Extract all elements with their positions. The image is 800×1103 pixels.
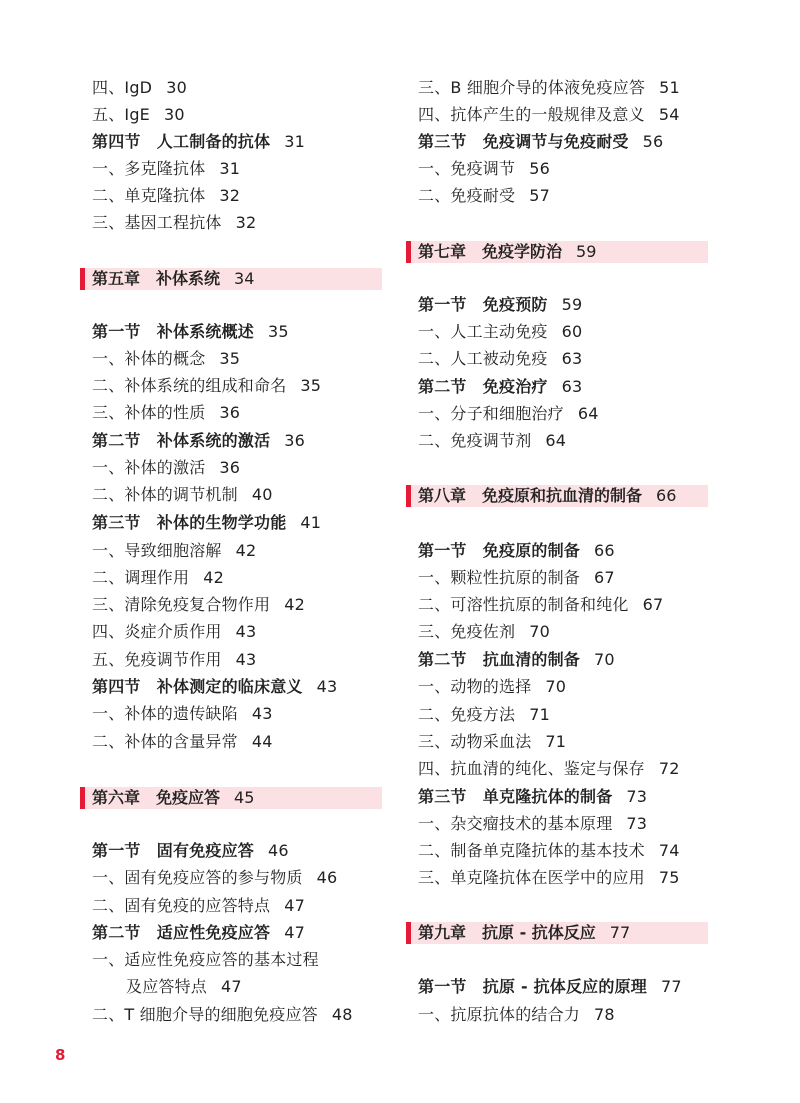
toc-entry[interactable]: 一、补体的概念 35 bbox=[92, 349, 241, 368]
toc-entry[interactable]: 一、免疫调节 56 bbox=[418, 159, 550, 178]
toc-entry[interactable]: 一、适应性免疫应答的基本过程 bbox=[92, 950, 319, 969]
toc-entry[interactable]: 一、颗粒性抗原的制备 67 bbox=[418, 568, 615, 587]
toc-entry[interactable]: 一、固有免疫应答的参与物质 46 bbox=[92, 868, 338, 887]
chapter-marker bbox=[406, 922, 411, 944]
toc-section[interactable]: 第四节 人工制备的抗体 31 bbox=[92, 132, 305, 151]
toc-section[interactable]: 第三节 单克隆抗体的制备 73 bbox=[418, 787, 648, 806]
toc-entry[interactable]: 三、基因工程抗体 32 bbox=[92, 213, 257, 232]
toc-entry[interactable]: 一、动物的选择 70 bbox=[418, 677, 567, 696]
toc-entry[interactable]: 二、调理作用 42 bbox=[92, 568, 224, 587]
toc-section[interactable]: 第四节 补体测定的临床意义 43 bbox=[92, 677, 338, 696]
toc-entry[interactable]: 二、补体系统的组成和命名 35 bbox=[92, 376, 322, 395]
toc-entry[interactable]: 二、制备单克隆抗体的基本技术 74 bbox=[418, 841, 680, 860]
toc-entry[interactable]: 五、IgE 30 bbox=[92, 105, 185, 124]
page-number: 8 bbox=[55, 1046, 66, 1064]
chapter-heading-8[interactable]: 第八章 免疫原和抗血清的制备 66 bbox=[406, 485, 708, 507]
toc-entry[interactable]: 一、分子和细胞治疗 64 bbox=[418, 404, 599, 423]
chapter-marker bbox=[406, 485, 411, 507]
toc-entry[interactable]: 一、导致细胞溶解 42 bbox=[92, 541, 257, 560]
toc-entry[interactable]: 五、免疫调节作用 43 bbox=[92, 650, 257, 669]
toc-entry[interactable]: 四、IgD 30 bbox=[92, 78, 187, 97]
toc-section[interactable]: 第二节 补体系统的激活 36 bbox=[92, 431, 305, 450]
toc-section[interactable]: 第一节 补体系统概述 35 bbox=[92, 322, 289, 341]
toc-entry[interactable]: 二、补体的调节机制 40 bbox=[92, 485, 273, 504]
toc-entry[interactable]: 三、单克隆抗体在医学中的应用 75 bbox=[418, 868, 680, 887]
toc-entry[interactable]: 二、单克隆抗体 32 bbox=[92, 186, 241, 205]
toc-section[interactable]: 第二节 免疫治疗 63 bbox=[418, 377, 583, 396]
toc-section[interactable]: 第三节 免疫调节与免疫耐受 56 bbox=[418, 132, 664, 151]
toc-entry[interactable]: 一、多克隆抗体 31 bbox=[92, 159, 241, 178]
toc-entry[interactable]: 二、固有免疫的应答特点 47 bbox=[92, 896, 305, 915]
toc-entry[interactable]: 三、B 细胞介导的体液免疫应答 51 bbox=[418, 78, 680, 97]
toc-entry[interactable]: 二、免疫耐受 57 bbox=[418, 186, 550, 205]
toc-entry[interactable]: 二、人工被动免疫 63 bbox=[418, 349, 583, 368]
chapter-marker bbox=[80, 787, 85, 809]
toc-entry[interactable]: 二、可溶性抗原的制备和纯化 67 bbox=[418, 595, 664, 614]
chapter-heading-6[interactable]: 第六章 免疫应答 45 bbox=[80, 787, 382, 809]
toc-entry-continuation[interactable]: 及应答特点 47 bbox=[126, 977, 242, 996]
toc-entry[interactable]: 一、杂交瘤技术的基本原理 73 bbox=[418, 814, 648, 833]
toc-entry[interactable]: 三、补体的性质 36 bbox=[92, 403, 241, 422]
chapter-heading-9[interactable]: 第九章 抗原 - 抗体反应 77 bbox=[406, 922, 708, 944]
chapter-heading-5[interactable]: 第五章 补体系统 34 bbox=[80, 268, 382, 290]
toc-entry[interactable]: 三、动物采血法 71 bbox=[418, 732, 567, 751]
toc-entry[interactable]: 四、抗血清的纯化、鉴定与保存 72 bbox=[418, 759, 680, 778]
toc-section[interactable]: 第二节 抗血清的制备 70 bbox=[418, 650, 615, 669]
toc-entry[interactable]: 三、清除免疫复合物作用 42 bbox=[92, 595, 305, 614]
toc-entry[interactable]: 二、免疫调节剂 64 bbox=[418, 431, 567, 450]
chapter-heading-7[interactable]: 第七章 免疫学防治 59 bbox=[406, 241, 708, 263]
chapter-marker bbox=[80, 268, 85, 290]
toc-entry[interactable]: 一、补体的激活 36 bbox=[92, 458, 241, 477]
toc-section[interactable]: 第一节 抗原 - 抗体反应的原理 77 bbox=[418, 977, 682, 996]
toc-entry[interactable]: 一、补体的遗传缺陷 43 bbox=[92, 704, 273, 723]
toc-section[interactable]: 第一节 免疫预防 59 bbox=[418, 295, 583, 314]
toc-entry[interactable]: 二、T 细胞介导的细胞免疫应答 48 bbox=[92, 1005, 353, 1024]
toc-section[interactable]: 第一节 免疫原的制备 66 bbox=[418, 541, 615, 560]
toc-entry[interactable]: 四、抗体产生的一般规律及意义 54 bbox=[418, 105, 680, 124]
toc-entry[interactable]: 一、抗原抗体的结合力 78 bbox=[418, 1005, 615, 1024]
toc-section[interactable]: 第三节 补体的生物学功能 41 bbox=[92, 513, 322, 532]
toc-section[interactable]: 第一节 固有免疫应答 46 bbox=[92, 841, 289, 860]
toc-entry[interactable]: 二、补体的含量异常 44 bbox=[92, 732, 273, 751]
toc-entry[interactable]: 一、人工主动免疫 60 bbox=[418, 322, 583, 341]
toc-entry[interactable]: 四、炎症介质作用 43 bbox=[92, 622, 257, 641]
toc-entry[interactable]: 二、免疫方法 71 bbox=[418, 705, 550, 724]
toc-section[interactable]: 第二节 适应性免疫应答 47 bbox=[92, 923, 305, 942]
chapter-marker bbox=[406, 241, 411, 263]
toc-entry[interactable]: 三、免疫佐剂 70 bbox=[418, 622, 550, 641]
